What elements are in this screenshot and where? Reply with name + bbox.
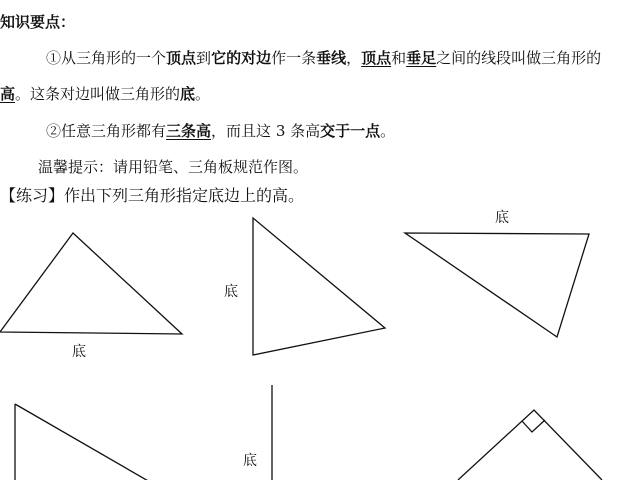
keyword-vertex-2: 顶点 xyxy=(361,49,392,67)
keyword-vertex: 顶点 xyxy=(166,49,197,67)
base-label-triangle-2: 底 xyxy=(224,284,238,300)
point-1-text-f: 之间的线段叫做三角形的 xyxy=(436,49,602,67)
base-label-triangle-3: 底 xyxy=(495,210,509,226)
triangle-6 xyxy=(458,410,602,480)
point-1-line-2-end: 。 xyxy=(195,85,211,103)
keyword-foot: 垂足 xyxy=(406,49,437,67)
point-2-text-a: 任意三角形都有 xyxy=(61,122,167,140)
triangle-4 xyxy=(15,404,150,480)
triangle-5 xyxy=(272,385,338,480)
point-1-text-c: 作一条 xyxy=(271,49,317,67)
keyword-intersect: 交于一点 xyxy=(320,122,381,140)
triangle-3 xyxy=(405,233,589,337)
knowledge-heading: 知识要点： xyxy=(0,13,76,31)
point-1-text-b: 到 xyxy=(196,49,212,67)
triangle-1 xyxy=(0,233,182,334)
triangle-2 xyxy=(253,218,385,355)
right-angle-mark xyxy=(522,420,545,432)
point-1-number: ① xyxy=(46,49,62,67)
point-2-text-c: 。 xyxy=(380,122,396,140)
point-1-text-a: 从三角形的一个 xyxy=(61,49,167,67)
point-2-text-b: ，而且这 3 条高 xyxy=(211,122,321,140)
keyword-base: 底 xyxy=(180,85,196,103)
keyword-height: 高 xyxy=(0,85,16,103)
keyword-three-heights: 三条高 xyxy=(166,122,212,140)
keyword-opposite-side: 它的对边 xyxy=(211,49,272,67)
point-1-text-e: 和 xyxy=(391,49,407,67)
exercise-title: 【练习】作出下列三角形指定底边上的高。 xyxy=(0,186,305,205)
base-label-triangle-1: 底 xyxy=(72,344,86,360)
point-1-line-2-text: 。这条对边叫做三角形的 xyxy=(15,85,181,103)
keyword-perpendicular: 垂线 xyxy=(316,49,347,67)
point-1-text-d: ， xyxy=(346,49,362,67)
point-2-number: ② xyxy=(46,122,62,140)
base-label-triangle-5: 底 xyxy=(243,453,257,469)
tip-text: 温馨提示：请用铅笔、三角板规范作图。 xyxy=(38,158,309,176)
